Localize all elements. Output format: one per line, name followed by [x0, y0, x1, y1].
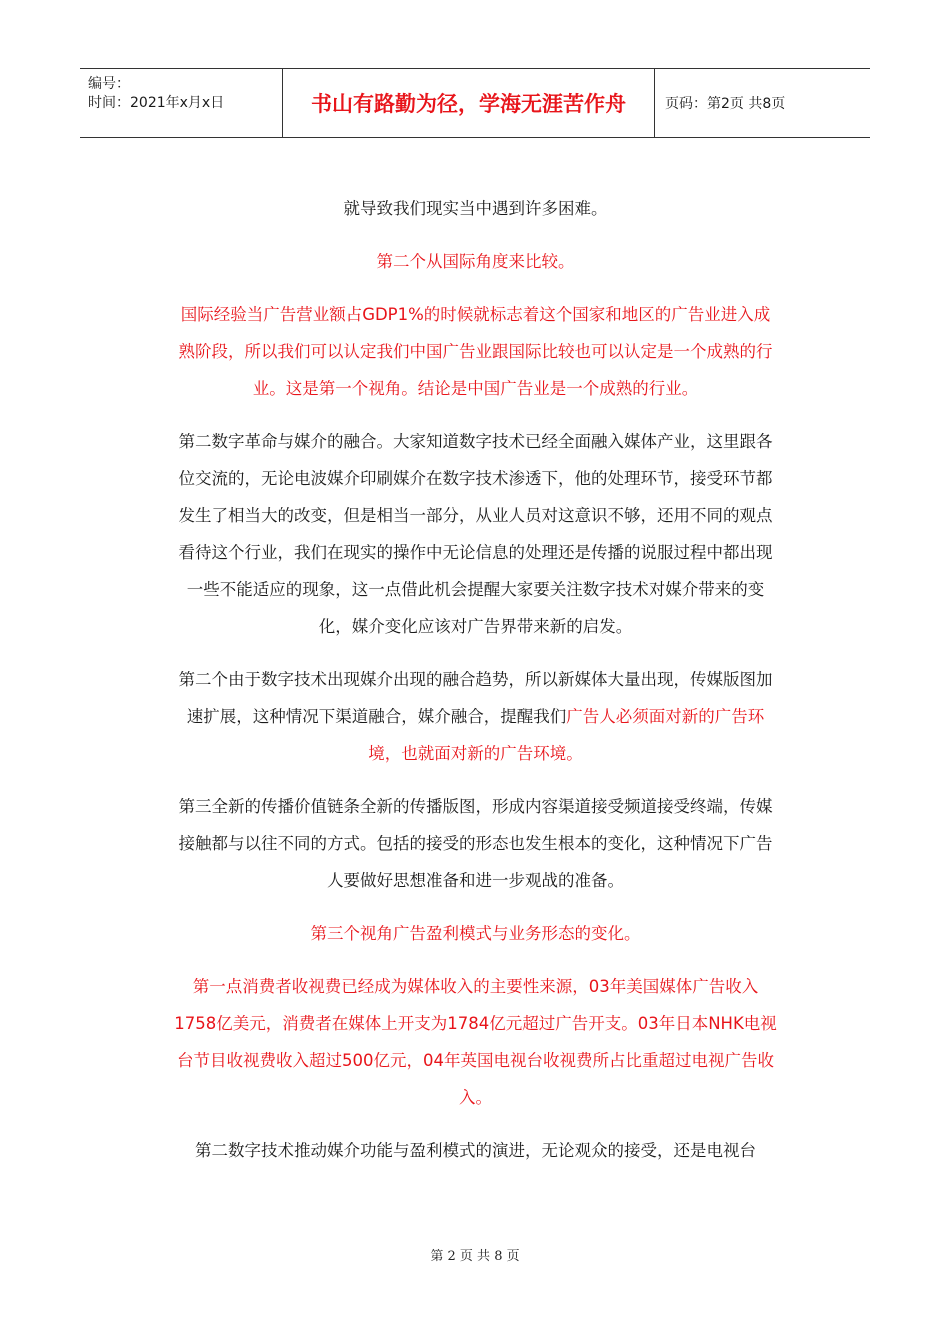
- header-motto: 书山有路勤为径，学海无涯苦作舟: [282, 69, 655, 137]
- number-label: 编号：: [88, 76, 130, 92]
- paragraph-1: 就导致我们现实当中遇到许多困难。: [343, 199, 608, 218]
- paragraph-4: 第二数字革命与媒介的融合。大家知道数字技术已经全面融入媒体产业，这里跟各位交流的，无论电波媒介印刷媒介在数字技术渗透下，他的处理环节，接受环节都发生了相当大的改变，但是相当一部分，从业人员对这意识不够，还用不同的观点看待这个行业，我们在现实的操作中无论信息的处理还是传播的说服过程中都出现一些不能适应的现象，这一点借此机会提醒大家要关注数字技术对媒介带来的变化，媒介变化应该对广告界带来新的启发。: [178, 432, 773, 636]
- header-meta: [80, 69, 282, 137]
- header-page-info: 页码：第2页 共8页: [665, 96, 786, 112]
- paragraph-5-red-tail: 广告人必须面对新的广告环境，也就面对新的广告环境。: [368, 707, 765, 763]
- paragraph-7-heading: 第三个视角广告盈利模式与业务形态的变化。: [310, 924, 641, 943]
- document-body: [173, 190, 778, 1185]
- paragraph-5-text: 第二个由于数字技术出现媒介出现的融合趋势，所以新媒体大量出现，传媒版图加速扩展，这种情况下渠道融合，媒介融合，提醒我们: [178, 670, 773, 726]
- paragraph-9: 第二数字技术推动媒介功能与盈利模式的演进，无论观众的接受，还是电视台: [195, 1141, 756, 1160]
- page-footer: 第 2 页 共 8 页: [430, 1249, 520, 1264]
- paragraph-8: 第一点消费者收视费已经成为媒体收入的主要性来源，03年美国媒体广告收入1758亿美元，消费者在媒体上开支为1784亿元超过广告开支。03年日本NHK电视台节目收视费收入超过500亿元，04年英国电视台收视费所占比重超过电视广告收入。: [174, 977, 777, 1107]
- paragraph-5: [173, 661, 778, 772]
- paragraph-2-heading: 第二个从国际角度来比较。: [376, 252, 575, 271]
- paragraph-6: 第三全新的传播价值链条全新的传播版图，形成内容渠道接受频道接受终端，传媒接触都与以往不同的方式。包括的接受的形态也发生根本的变化，这种情况下广告人要做好思想准备和进一步观战的准备。: [178, 797, 773, 890]
- paragraph-3: 国际经验当广告营业额占GDP1%的时候就标志着这个国家和地区的广告业进入成熟阶段，所以我们可以认定我们中国广告业跟国际比较也可以认定是一个成熟的行业。这是第一个视角。结论是中国广告业是一个成熟的行业。: [178, 305, 773, 398]
- date-line: 时间：2021年x月x日: [88, 95, 225, 111]
- document-header: [80, 68, 870, 138]
